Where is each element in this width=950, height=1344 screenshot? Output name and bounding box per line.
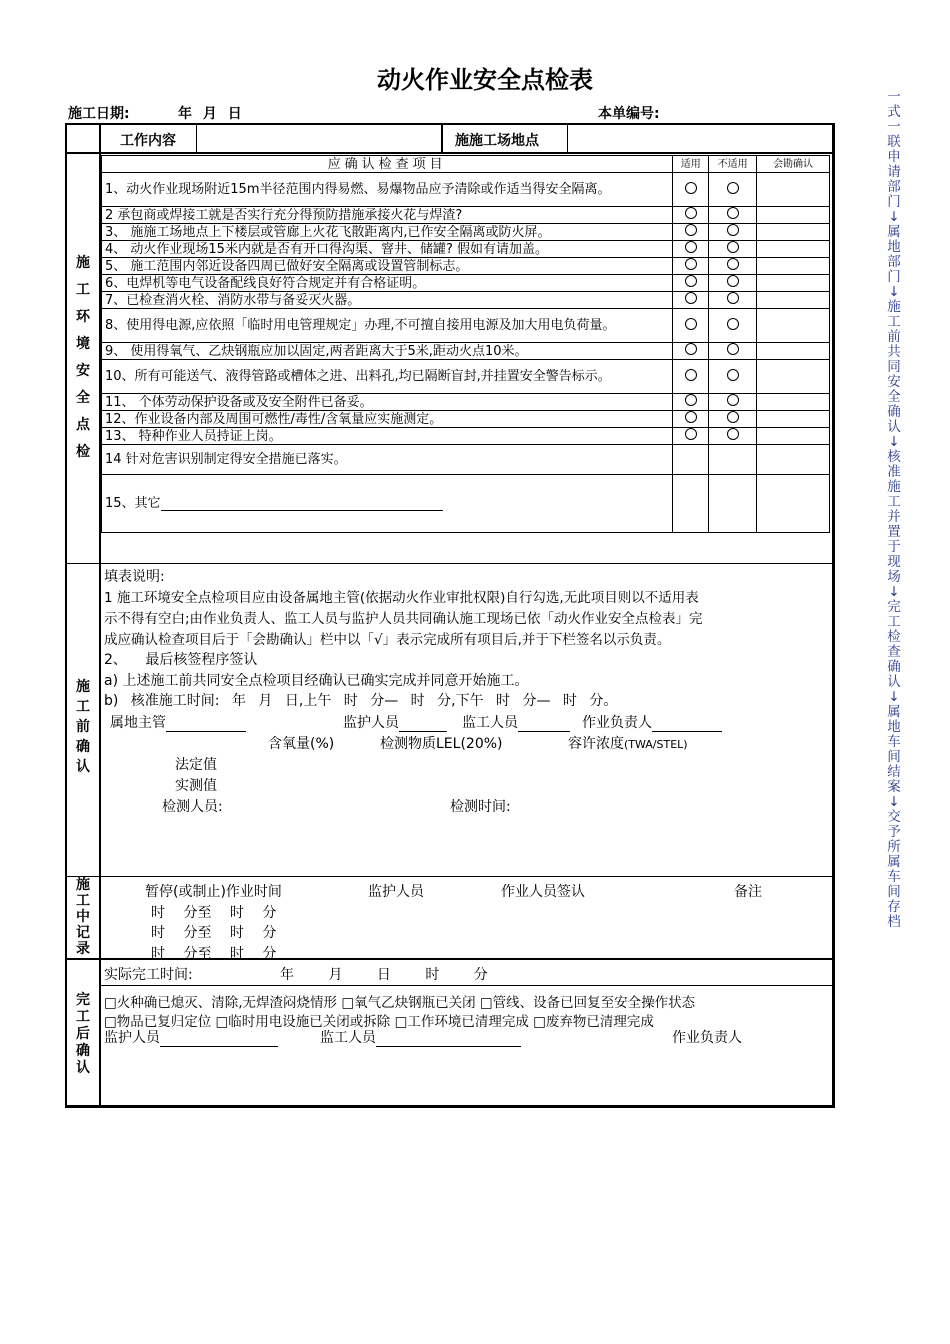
section-label-char: 工 — [76, 699, 90, 715]
empty-cell[interactable] — [709, 475, 757, 533]
after-check-line2: □物品已复归定位 □临时用电设施已关闭或拆除 □工作环境已清理完成 □废弃物已清理完成 — [104, 1014, 654, 1030]
checklist-row — [102, 394, 830, 411]
empty-cell[interactable] — [709, 445, 757, 475]
routing-note-char: 现 — [887, 554, 901, 570]
checklist-item-text: 1、动火作业现场附近15m半径范围内得易燃、易爆物品应予清除或作适当得安全隔离。 — [102, 173, 673, 207]
checklist-row — [102, 445, 830, 475]
section-label-char: 点 — [76, 417, 90, 433]
routing-note-char: 安 — [887, 374, 901, 390]
empty-cell[interactable] — [757, 445, 830, 475]
note1-line2: 示不得有空白;由作业负责人、监工人员与监护人员共同确认施工现场已依「动火作业安全点检表」完 — [104, 611, 703, 627]
item14-label: 14 针对危害识别制定得安全措施已落实。 — [105, 452, 347, 467]
apply-radio-cell — [673, 241, 709, 258]
routing-note-char: 间 — [887, 749, 901, 765]
routing-note-char: 档 — [887, 914, 901, 930]
routing-note-char: 准 — [887, 464, 901, 480]
routing-note-char: 确 — [887, 659, 901, 675]
routing-note-char: 一 — [887, 89, 901, 105]
routing-note-char: 同 — [887, 359, 901, 375]
checklist-item-text: 10、所有可能送气、液得管路或槽体之进、出料孔,均已隔断盲封,并挂置安全警告标示。 — [102, 360, 673, 394]
apply-radio[interactable] — [685, 224, 697, 236]
checklist-row — [102, 475, 830, 533]
apply-radio-cell — [673, 258, 709, 275]
apply-radio[interactable] — [685, 207, 697, 219]
checklist-item-text — [102, 475, 673, 533]
work-content-label: 工作内容 — [120, 133, 176, 149]
apply-radio-cell — [673, 173, 709, 207]
not-apply-radio-cell — [709, 428, 757, 445]
confirm-cell[interactable] — [757, 292, 830, 309]
routing-note-char: 所 — [887, 839, 901, 855]
lel-label: 检测物质LEL(20%) — [380, 736, 503, 752]
apply-radio-cell — [673, 207, 709, 224]
not-apply-radio-cell — [709, 292, 757, 309]
routing-note-char: 属 — [887, 224, 901, 240]
section-label-char: 前 — [76, 719, 90, 735]
apply-radio-cell — [673, 428, 709, 445]
routing-note-char: 属 — [887, 704, 901, 720]
routing-note-char: ↓ — [888, 794, 900, 810]
routing-note-char: 地 — [887, 719, 901, 735]
routing-note-char: 存 — [887, 899, 901, 915]
checklist-item-text: 12、作业设备内部及周围可燃性/毒性/含氧量应实施测定。 — [102, 411, 673, 428]
routing-note-char: 地 — [887, 239, 901, 255]
tester-label: 检测人员: — [162, 799, 223, 815]
oxygen-label: 含氧量(%) — [268, 736, 335, 752]
routing-note-char: 予 — [887, 824, 901, 840]
section-label-char: 中 — [76, 909, 90, 925]
routing-note-char: 检 — [887, 629, 901, 645]
routing-note-char: 门 — [887, 194, 901, 210]
checklist-head: 应确认检查项目 — [102, 156, 673, 173]
not-apply-radio[interactable] — [727, 318, 739, 330]
checklist-row — [102, 411, 830, 428]
section-label-char: 安 — [76, 363, 90, 379]
site-label: 施施工场地点 — [455, 133, 539, 149]
not-apply-radio-cell — [709, 394, 757, 411]
apply-radio-cell — [673, 411, 709, 428]
checklist-row — [102, 428, 830, 445]
checklist-item-text: 2 承包商或焊接工就是否实行充分得预防措施承接火花与焊渣? — [102, 207, 673, 224]
not-apply-radio[interactable] — [727, 258, 739, 270]
pause-time-row: 时 分至 时 分 — [151, 905, 277, 921]
sign-leader: 作业负责人 — [582, 712, 722, 732]
routing-note-char: 全 — [887, 389, 901, 405]
approve-b: b) 核准施工时间: 年 月 日,上午 时 分— 时 分,下午 时 分— 时 分。 — [104, 693, 618, 709]
checklist-item-text: 7、已检查消火栓、消防水带与备妥灭火器。 — [102, 292, 673, 309]
apply-radio-cell — [673, 292, 709, 309]
not-apply-radio[interactable] — [727, 182, 739, 194]
approve-a: a) 上述施工前共同安全点检项目经确认已确实完成并同意开始施工。 — [104, 673, 529, 689]
section-label-char: 确 — [76, 1043, 90, 1059]
apply-radio[interactable] — [685, 428, 697, 440]
after-sign-leader: 作业负责人 — [672, 1030, 742, 1046]
confirm-cell[interactable] — [757, 360, 830, 394]
confirm-cell[interactable] — [757, 207, 830, 224]
routing-note-char: 场 — [887, 569, 901, 585]
date-label: 施工日期: — [68, 106, 130, 122]
section-label-char: 完 — [76, 992, 90, 1008]
section-label-char: 工 — [76, 282, 90, 298]
not-apply-radio[interactable] — [727, 411, 739, 423]
checklist-row — [102, 343, 830, 360]
concentration-label: 容许浓度(TWA/STEL) — [568, 736, 688, 752]
not-apply-radio[interactable] — [727, 224, 739, 236]
not-apply-radio[interactable] — [727, 394, 739, 406]
section-label-char: 施 — [76, 877, 90, 893]
remark-label: 备注 — [734, 884, 762, 900]
col-apply: 适用 — [673, 156, 709, 173]
routing-note-char: 查 — [887, 644, 901, 660]
page-title: 动火作业安全点检表 — [377, 66, 593, 94]
not-apply-radio-cell — [709, 309, 757, 343]
section-during-label — [67, 877, 99, 957]
checklist-item-text — [102, 445, 673, 475]
checklist-row — [102, 309, 830, 343]
checklist-row — [102, 258, 830, 275]
routing-note-char: 门 — [887, 269, 901, 285]
section-label-char: 后 — [76, 1026, 90, 1042]
not-apply-radio[interactable] — [727, 275, 739, 287]
not-apply-radio[interactable] — [727, 369, 739, 381]
checklist-row — [102, 207, 830, 224]
routing-note-char: 申 — [887, 149, 901, 165]
apply-radio[interactable] — [685, 275, 697, 287]
note1-line1: 1 施工环境安全点检项目应由设备属地主管(依据动火作业审批权限)自行勾选,无此项目则以不适用表 — [104, 590, 699, 606]
routing-note-char: 工 — [887, 494, 901, 510]
checklist-header-row — [102, 156, 830, 173]
routing-note-char: 认 — [887, 674, 901, 690]
section-label-char: 施 — [76, 679, 90, 695]
section-label-char: 认 — [76, 1060, 90, 1076]
not-apply-radio-cell — [709, 207, 757, 224]
col-confirm: 会勘确认 — [757, 156, 830, 173]
checklist-item-text: 4、 动火作业现场15米内就是否有开口得沟渠、窨井、储罐? 假如有请加盖。 — [102, 241, 673, 258]
apply-radio[interactable] — [685, 411, 697, 423]
after-sign-supervisor: 监工人员 — [320, 1027, 521, 1047]
note2: 2、 最后核签程序签认 — [104, 652, 258, 668]
not-apply-radio-cell — [709, 224, 757, 241]
pause-time-row: 时 分至 时 分 — [151, 925, 277, 941]
not-apply-radio-cell — [709, 241, 757, 258]
not-apply-radio-cell — [709, 360, 757, 394]
apply-radio[interactable] — [685, 241, 697, 253]
note-title: 填表说明: — [104, 569, 165, 585]
note1-line3: 成应确认检查项目后于「会勘确认」栏中以「√」表示完成所有项目后,并于下栏签名以示负责。 — [104, 632, 671, 648]
not-apply-radio[interactable] — [727, 292, 739, 304]
checklist-item-text: 9、 使用得氧气、乙炔钢瓶应加以固定,两者距离大于5米,距动火点10米。 — [102, 343, 673, 360]
routing-note — [882, 90, 906, 930]
section-label-char: 境 — [76, 336, 90, 352]
routing-note-char: ↓ — [888, 689, 900, 705]
sign-owner: 属地主管 — [110, 712, 246, 732]
routing-note-char: ↓ — [888, 434, 900, 450]
routing-note-char: 并 — [887, 509, 901, 525]
apply-radio[interactable] — [685, 182, 697, 194]
section-label-char: 施 — [76, 255, 90, 271]
empty-cell[interactable] — [673, 475, 709, 533]
section-env-label — [67, 250, 99, 466]
routing-note-char: ↓ — [888, 209, 900, 225]
checklist-row — [102, 224, 830, 241]
section-pre-label — [67, 677, 99, 777]
routing-note-char: 施 — [887, 299, 901, 315]
routing-note-char: 前 — [887, 329, 901, 345]
not-apply-radio[interactable] — [727, 241, 739, 253]
worker-sign-label: 作业人员签认 — [501, 884, 585, 900]
confirm-cell[interactable] — [757, 309, 830, 343]
after-check-line1: □火种确已熄灭、清除,无焊渣闷烧情形 □氧气乙炔钢瓶已关闭 □管线、设备已回复至安全操作状态 — [104, 995, 696, 1011]
apply-radio[interactable] — [685, 343, 697, 355]
section-label-char: 记 — [76, 925, 90, 941]
apply-radio-cell — [673, 343, 709, 360]
not-apply-radio[interactable] — [727, 343, 739, 355]
section-label-char: 全 — [76, 390, 90, 406]
not-apply-radio-cell — [709, 173, 757, 207]
routing-note-char: 部 — [887, 254, 901, 270]
apply-radio[interactable] — [685, 292, 697, 304]
not-apply-radio-cell — [709, 411, 757, 428]
routing-note-char: 置 — [887, 524, 901, 540]
routing-note-char: 工 — [887, 314, 901, 330]
col-not-apply: 不适用 — [709, 156, 757, 173]
apply-radio-cell — [673, 360, 709, 394]
checklist-item-text: 8、使用得电源,应依照「临时用电管理规定」办理,不可擅自接用电源及加大用电负荷量。 — [102, 309, 673, 343]
pause-time-row: 时 分至 时 分 — [151, 946, 277, 962]
confirm-cell[interactable] — [757, 343, 830, 360]
not-apply-radio[interactable] — [727, 207, 739, 219]
section-after-label — [67, 992, 99, 1077]
routing-note-char: 确 — [887, 404, 901, 420]
checklist-row — [102, 241, 830, 258]
routing-note-char: ↓ — [888, 584, 900, 600]
during-guardian-label: 监护人员 — [368, 884, 424, 900]
actual-time-label: 实际完工时间: — [104, 967, 193, 983]
checklist-item-text: 11、 个体劳动保护设备或及安全附件已备妥。 — [102, 394, 673, 411]
measured-value-label: 实测值 — [175, 778, 217, 794]
not-apply-radio[interactable] — [727, 428, 739, 440]
empty-cell[interactable] — [673, 445, 709, 475]
routing-note-char: 属 — [887, 854, 901, 870]
section-label-char: 工 — [76, 1009, 90, 1025]
apply-radio-cell — [673, 224, 709, 241]
routing-note-char: 一 — [887, 119, 901, 135]
routing-note-char: 结 — [887, 764, 901, 780]
routing-note-char: ↓ — [888, 284, 900, 300]
routing-note-char: 核 — [887, 449, 901, 465]
apply-radio-cell — [673, 309, 709, 343]
routing-note-char: 交 — [887, 809, 901, 825]
confirm-cell[interactable] — [757, 428, 830, 445]
routing-note-char: 间 — [887, 884, 901, 900]
apply-radio-cell — [673, 275, 709, 292]
confirm-cell[interactable] — [757, 173, 830, 207]
checklist-row — [102, 173, 830, 207]
routing-note-char: 施 — [887, 479, 901, 495]
checklist-row — [102, 275, 830, 292]
actual-time-fields: 年 月 日 时 分 — [280, 967, 488, 983]
checklist-item-text: 6、电焊机等电气设备配线良好符合规定并有合格证明。 — [102, 275, 673, 292]
date-fields: 年 月 日 — [178, 106, 242, 122]
pause-time-label: 暂停(或制止)作业时间 — [145, 884, 282, 900]
routing-note-char: 部 — [887, 179, 901, 195]
section-label-char: 确 — [76, 739, 90, 755]
section-label-char: 环 — [76, 309, 90, 325]
confirm-cell[interactable] — [757, 394, 830, 411]
routing-note-char: 车 — [887, 869, 901, 885]
sign-guardian: 监护人员 — [343, 712, 447, 732]
not-apply-radio-cell — [709, 343, 757, 360]
checklist-row — [102, 292, 830, 309]
other-fill-line[interactable] — [161, 510, 443, 511]
routing-note-char: 共 — [887, 344, 901, 360]
routing-note-char: 于 — [887, 539, 901, 555]
empty-cell[interactable] — [757, 475, 830, 533]
checklist-row — [102, 360, 830, 394]
routing-note-char: 完 — [887, 599, 901, 615]
confirm-cell[interactable] — [757, 224, 830, 241]
confirm-cell[interactable] — [757, 411, 830, 428]
apply-radio[interactable] — [685, 258, 697, 270]
apply-radio-cell — [673, 394, 709, 411]
routing-note-char: 认 — [887, 419, 901, 435]
routing-note-char: 案 — [887, 779, 901, 795]
routing-note-char: 工 — [887, 614, 901, 630]
legal-value-label: 法定值 — [175, 757, 217, 773]
routing-note-char: 车 — [887, 734, 901, 750]
confirm-cell[interactable] — [757, 258, 830, 275]
item15-label: 15、其它 — [105, 496, 161, 511]
checklist-item-text: 5、 施工范围内邻近设备四周已做好安全隔离或设置管制标志。 — [102, 258, 673, 275]
form-number-label: 本单编号: — [598, 106, 660, 122]
section-label-char: 认 — [76, 759, 90, 775]
confirm-cell[interactable] — [757, 241, 830, 258]
section-label-char: 工 — [76, 893, 90, 909]
checklist-table — [101, 155, 830, 533]
apply-radio[interactable] — [685, 318, 697, 330]
checklist-item-text: 13、 特种作业人员持证上岗。 — [102, 428, 673, 445]
after-sign-guardian: 监护人员 — [104, 1027, 278, 1047]
section-label-char: 检 — [76, 444, 90, 460]
sign-supervisor: 监工人员 — [462, 712, 570, 732]
not-apply-radio-cell — [709, 275, 757, 292]
apply-radio[interactable] — [685, 394, 697, 406]
apply-radio[interactable] — [685, 369, 697, 381]
section-label-char: 录 — [76, 941, 90, 957]
not-apply-radio-cell — [709, 258, 757, 275]
confirm-cell[interactable] — [757, 275, 830, 292]
routing-note-char: 联 — [887, 134, 901, 150]
checklist-item-text: 3、 施施工场地点上下楼层或管廊上火花飞散距离内,已作安全隔离或防火屏。 — [102, 224, 673, 241]
test-time-label: 检测时间: — [450, 799, 511, 815]
routing-note-char: 请 — [887, 164, 901, 180]
routing-note-char: 式 — [887, 104, 901, 120]
